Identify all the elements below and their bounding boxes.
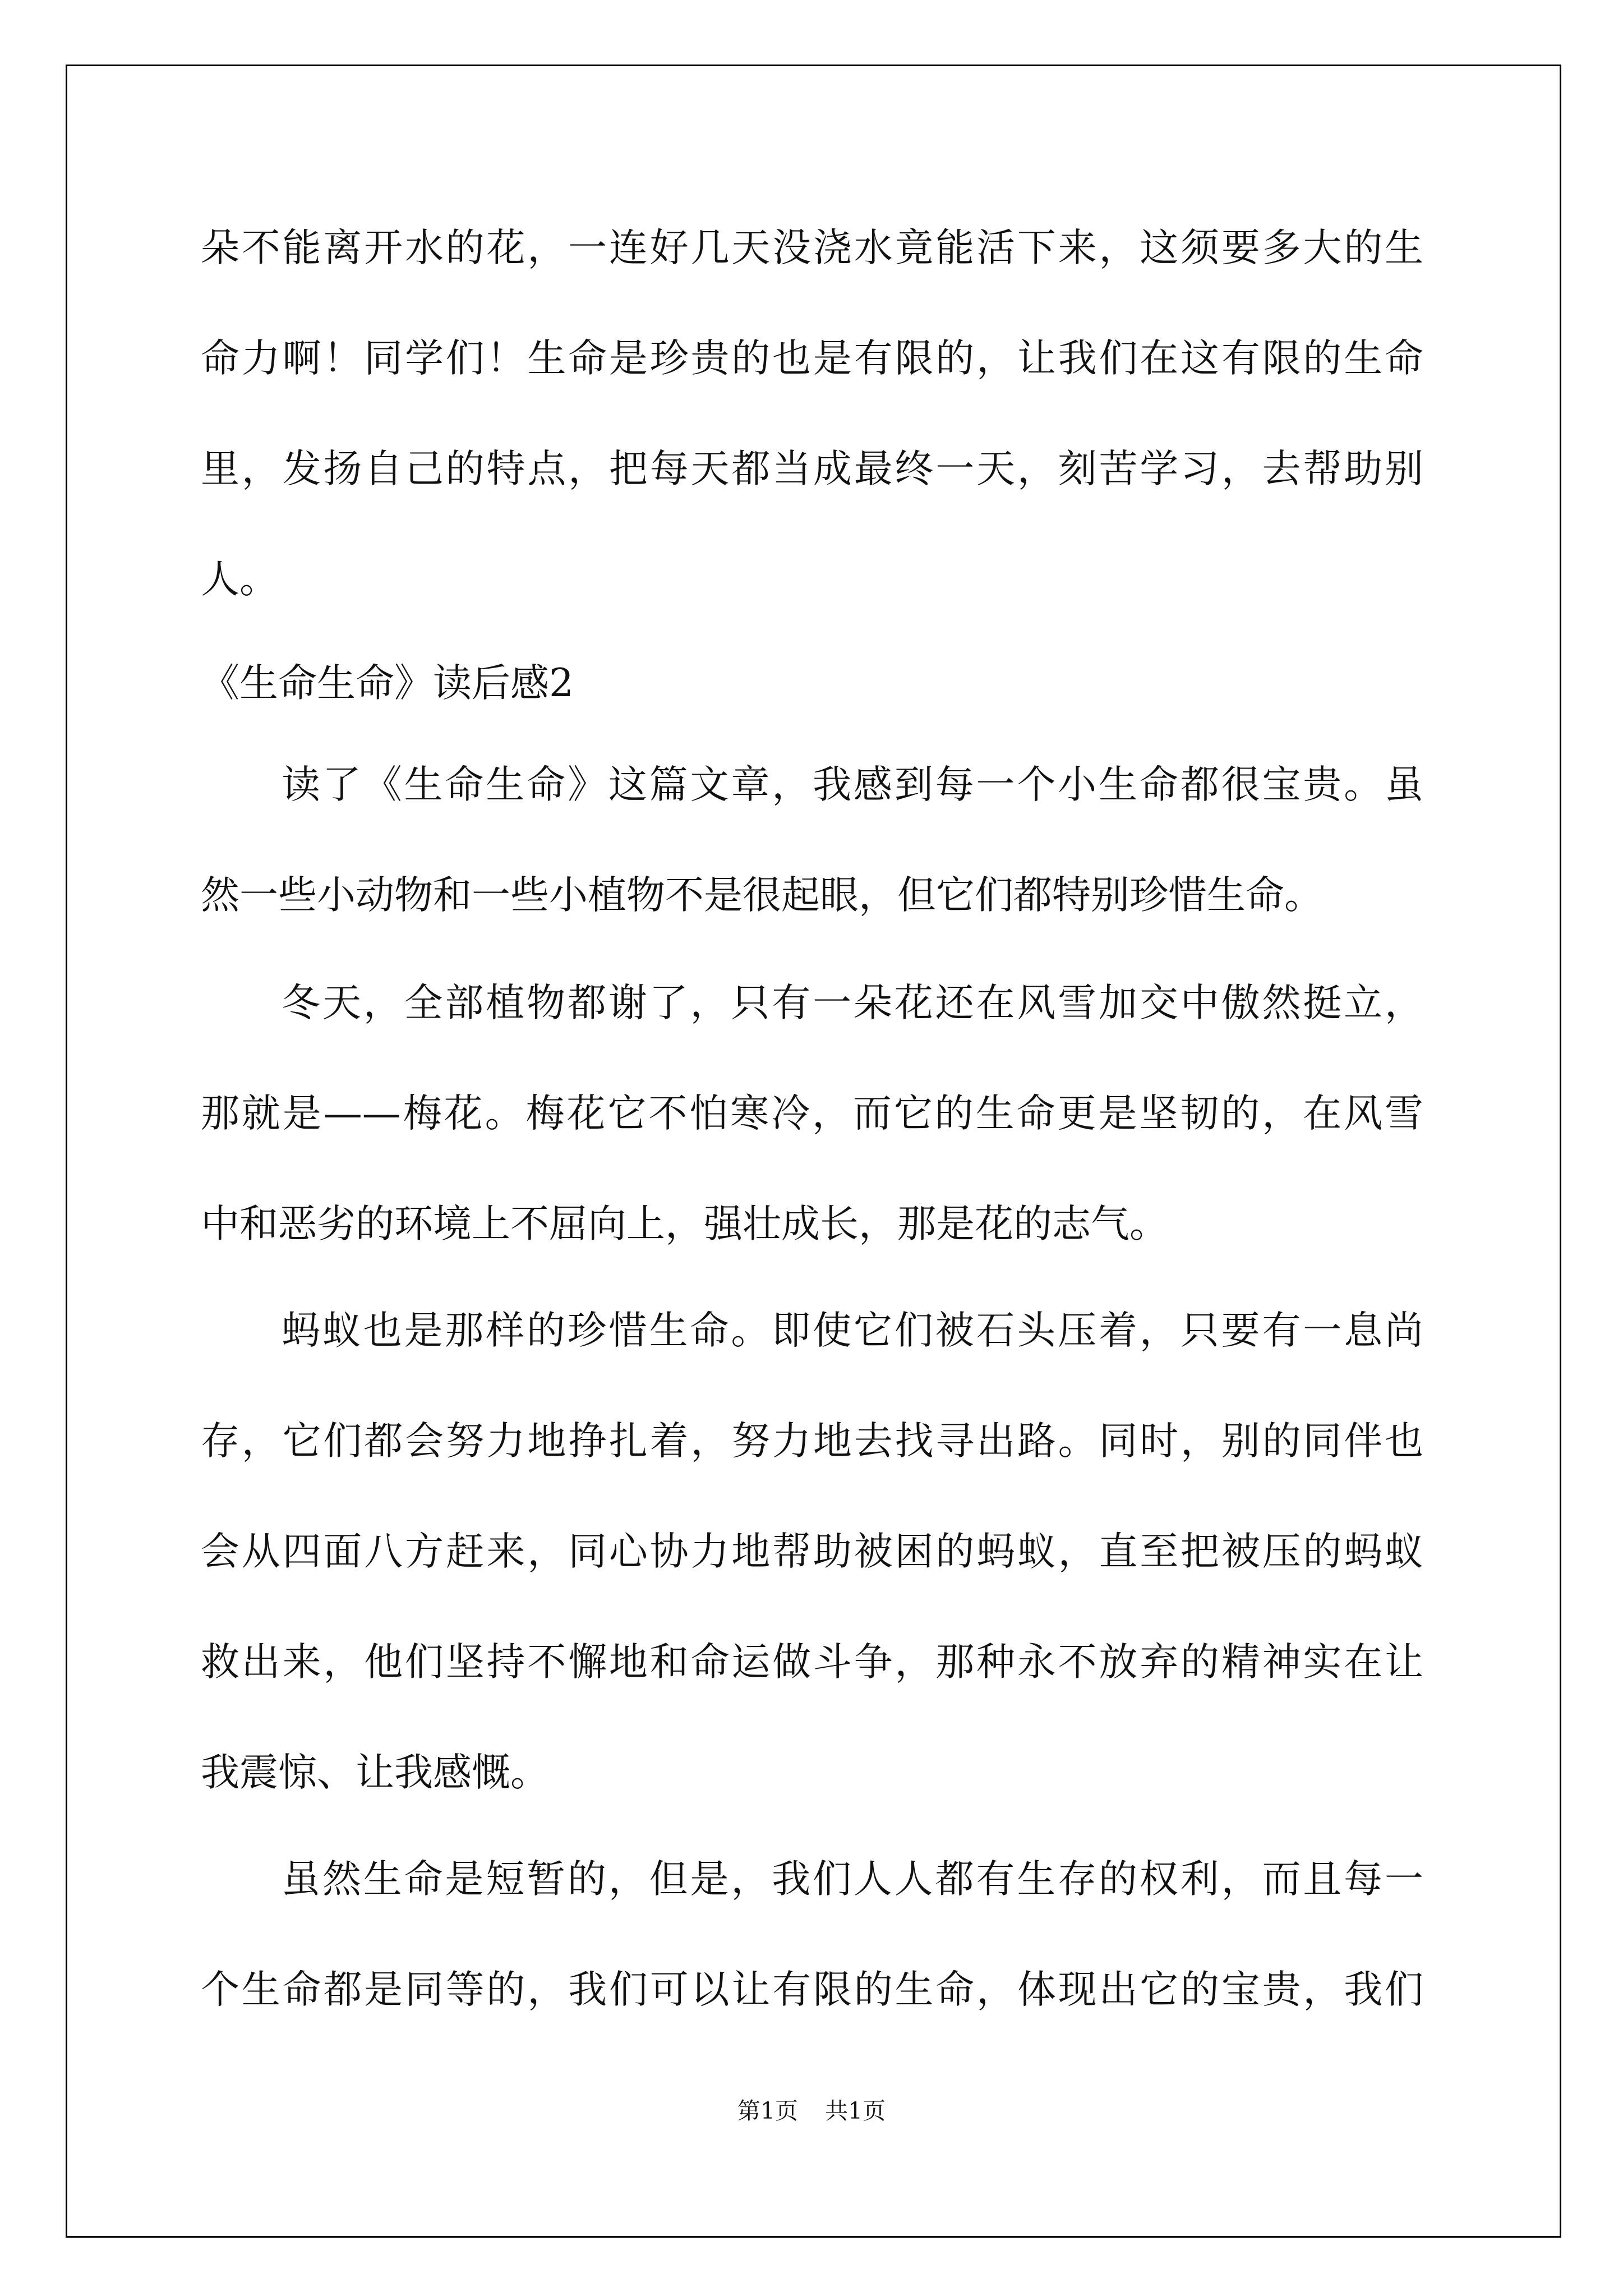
text-line: 人。 [201,557,278,602]
text-line: 中和恶劣的环境上不屈向上，强壮成长，那是花的志气。 [201,1202,1168,1246]
text-line: 朵不能离开水的花，一连好几天没浇水竟能活下来，这须要多大的生 [201,226,1423,270]
text-line: 我震惊、让我感慨。 [201,1750,549,1795]
page-total: 共1页 [825,2097,886,2124]
page-number: 第1页 [737,2097,798,2124]
text-line: 冬天，全部植物都谢了，只有一朵花还在风雪加交中傲然挺立， [282,981,1423,1025]
text-line: 会从四面八方赶来，同心协力地帮助被困的蚂蚁，直至把被压的蚂蚁 [201,1529,1423,1574]
text-line: 救出来，他们坚持不懈地和命运做斗争，那种永不放弃的精神实在让 [201,1640,1423,1685]
text-line: 读了《生命生命》这篇文章，我感到每一个小生命都很宝贵。虽 [282,762,1423,807]
text-line: 蚂蚁也是那样的珍惜生命。即使它们被石头压着，只要有一息尚 [282,1308,1423,1353]
text-line: 虽然生命是短暂的，但是，我们人人都有生存的权利，而且每一 [282,1857,1423,1902]
text-line: 那就是——梅花。梅花它不怕寒冷，而它的生命更是坚韧的，在风雪 [201,1091,1423,1136]
page-footer [0,2094,1623,2128]
text-line: 个生命都是同等的，我们可以让有限的生命，体现出它的宝贵，我们 [201,1967,1423,2012]
text-line: 存，它们都会努力地挣扎着，努力地去找寻出路。同时，别的同伴也 [201,1419,1423,1464]
text-line: 命力啊！同学们！生命是珍贵的也是有限的，让我们在这有限的生命 [201,336,1423,381]
section-heading: 《生命生命》读后感2 [201,661,574,706]
text-line: 然一些小动物和一些小植物不是很起眼，但它们都特别珍惜生命。 [201,873,1323,918]
page-border [66,65,1561,2238]
text-line: 里，发扬自己的特点，把每天都当成最终一天，刻苦学习，去帮助别 [201,447,1423,491]
